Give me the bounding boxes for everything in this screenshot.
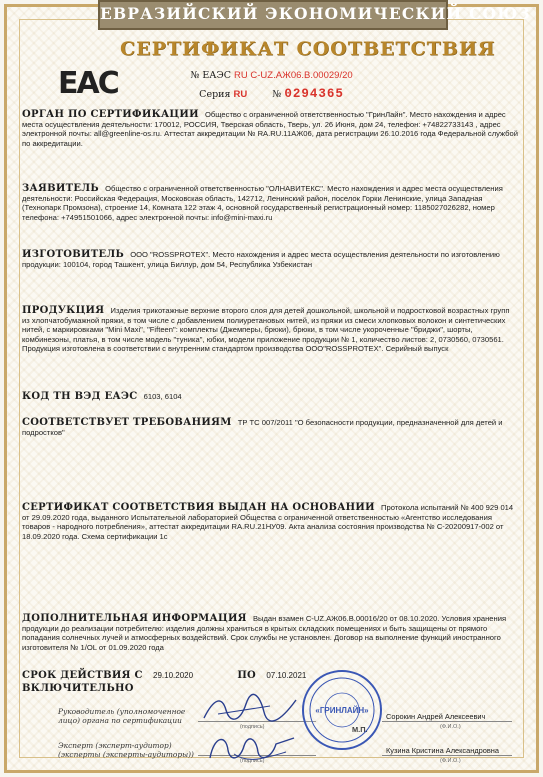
head-name-line (382, 721, 512, 722)
section-applicant (22, 184, 518, 222)
validity-from-date: 29.10.2020 (153, 671, 194, 680)
product-extra: Продукция изготовлена в соответствии с внутренним стандартом производства ООО"ROSSPROTEX". Серийный выпуск (22, 344, 449, 354)
code-text: 6103, 6104 (143, 392, 182, 401)
validity-row (22, 670, 312, 694)
expert-sign-hint: (подпись) (240, 758, 265, 764)
no-label: № (272, 89, 282, 100)
expert-label-line2: (эксперты (эксперты-аудиторы)) (58, 750, 194, 759)
section-basis (22, 503, 518, 541)
manufacturer-text: ООО "ROSSPROTEX". Место нахождения и адрес места осуществления деятельности по изготовлению продукции: 100104, город Ташкент, улица Биллур, дом 54, Республика Узбекистан (22, 250, 500, 269)
validity-inclusive-label: ВКЛЮЧИТЕЛЬНО (22, 683, 134, 694)
validity-to-date: 07.10.2021 (266, 671, 307, 680)
stamp-center-text: «ГРИНЛАЙН» (315, 706, 369, 715)
conformity-text: ТР ТС 007/2011 "О безопасности продукции, предназначенной для детей и подростков" (22, 418, 503, 437)
additional-text: Выдан взамен C-UZ.АЖ06.В.00016/20 от 08.10.2020. Условия хранения продукции до реализации потребителю: изделия должны храниться в крытых складских помещениях и быть защищены от прямого попадания солнечных лучей и атмосферных воздействий. Срок службы не установлен. Договор на выполнение функций иностранного изготовителя № 1/OL от 01.09.2020 года (22, 614, 507, 652)
manufacturer-label: ИЗГОТОВИТЕЛЬ (22, 249, 125, 260)
expert-label-line1: Эксперт (эксперт-аудитор) (58, 741, 172, 750)
series-line (0, 87, 543, 101)
product-text: Изделия трикотажные верхние второго слоя для детей дошкольной, школьной и подростковой возрастных групп из хлопчатобумажной пряжи, в том числе с добавлением полиуретановых нитей, из пряжи из смеси хлопковых волокон и синтетических нитей, с маркировками "Mini Maxi", "Fifteen": комплекты (Джемперы, брюки), брюки, в том числе укороченные "бриджи", шорты, комбинезоны, платья, в том числе модель "туника", юбки, модели приложение продукции № 1, количество листов: 2, 0730560, 0730561. (22, 306, 510, 344)
section-conformity (22, 418, 518, 437)
applicant-text: Общество с ограниченной ответственностью "ОЛНАВИТЕКС". Место нахождения и адрес места осуществления деятельности: Российская Федерация, Московская область, 142712, Ленинский район, поселок Горки Ленинские, улица Западная (Технопарк Промзона), строение 14, Комната 122 этаж 4, основной государственный регистрационный номер: 1185027026282, номер телефона: +74951501066, адрес электронной почты: info@mini-maxi.ru (22, 184, 503, 222)
expert-name-hint: (Ф.И.О.) (440, 758, 461, 764)
registration-line (0, 70, 543, 81)
head-label-line2: лицо) органа по сертификации (58, 716, 182, 725)
reg-prefix: № ЕАЭС (190, 70, 232, 81)
head-name-hint: (Ф.И.О.) (440, 724, 461, 730)
head-sign-hint: (подпись) (240, 724, 265, 730)
validity-to-label: ПО (237, 670, 257, 681)
reg-number: RU C-UZ.АЖ06.В.00029/20 (234, 70, 353, 81)
organ-text: Общество с ограниченной ответственностью "ГринЛайн". Место нахождения и адрес места осуществления деятельности: 170012, РОССИЯ, Тверская область, Тверь, ул. 26 Июня, дом 24, телефон: +74822733143 , адрес электронной почты: all@greenline-os.ru. Аттестат аккредитации № RA.RU.11АЖ06, дата регистрации 26.10.2016 года Федеральной службой по аккредитации. (22, 110, 518, 148)
certificate-title: СЕРТИФИКАТ СООТВЕТСТВИЯ (120, 38, 496, 60)
head-handwritten-signature (200, 692, 300, 726)
section-organ (22, 110, 518, 148)
eac-mark: ЕАС (58, 66, 118, 101)
code-label: КОД ТН ВЭД ЕАЭС (22, 391, 138, 402)
section-manufacturer (22, 250, 518, 269)
series-label: Серия (199, 89, 231, 100)
conformity-label: СООТВЕТСТВУЕТ ТРЕБОВАНИЯМ (22, 417, 232, 428)
head-label-line1: Руководитель (уполномоченное (58, 707, 186, 716)
section-product (22, 306, 518, 354)
head-name: Сорокин Андрей Алексеевич (386, 712, 486, 721)
certification-stamp (300, 668, 384, 752)
organ-label: ОРГАН ПО СЕРТИФИКАЦИИ (22, 109, 199, 120)
section-additional (22, 614, 518, 652)
applicant-label: ЗАЯВИТЕЛЬ (22, 183, 99, 194)
expert-handwritten-signature (204, 728, 300, 768)
section-code (22, 392, 518, 402)
basis-label: СЕРТИФИКАТ СООТВЕТСТВИЯ ВЫДАН НА ОСНОВАНИИ (22, 502, 375, 513)
additional-label: ДОПОЛНИТЕЛЬНАЯ ИНФОРМАЦИЯ (22, 613, 247, 624)
blank-number: 0294365 (284, 87, 344, 101)
basis-text: Протокола испытаний № 400 929 014 от 29.09.2020 года, выданного Испытательной лабораторией Общества с ограниченной ответственностью «Агентство исследования товаров - народного потребления», аттестат аккредитации RA.RU.21НУ09. Акта анализа состояния производства № С-20200917-002 от 18.09.2020 года. Схема сертификации 1с (22, 503, 514, 541)
expert-name: Кузина Кристина Александровна (386, 746, 499, 755)
validity-from-label: СРОК ДЕЙСТВИЯ С (22, 670, 143, 681)
product-label: ПРОДУКЦИЯ (22, 305, 105, 316)
series-value: RU (233, 89, 248, 100)
expert-name-line (382, 755, 512, 756)
union-banner: ЕВРАЗИЙСКИЙ ЭКОНОМИЧЕСКИЙ СОЮЗ (98, 0, 448, 30)
